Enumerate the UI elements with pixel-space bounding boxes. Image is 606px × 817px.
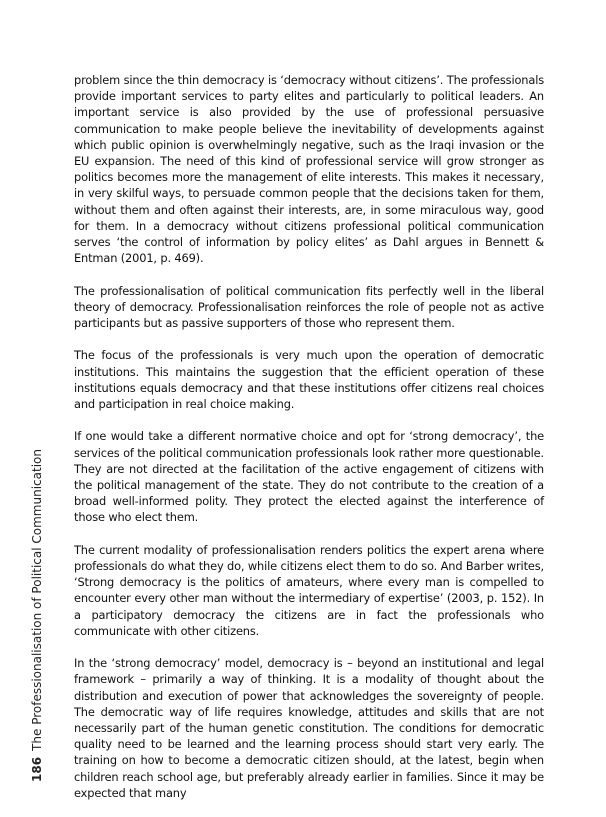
paragraph: The current modality of professionalisation renders politics the expert arena where professionals do what they do, while citizens elect them to do so. And Barber writes, ‘Strong democracy is the politics of amateurs, where every man is compelled to encounter every other man without the intermediary of expertise’ (2003, p. 152). In a participatory democracy the citizens are in fact the professionals who communicate with other citizens. — [74, 542, 544, 638]
paragraph: The professionalisation of political communication fits perfectly well in the liberal theory of democracy. Professionalisation reinforces the role of people not as active participants but as passive supporters of those who represent them. — [74, 283, 544, 331]
body-text — [74, 72, 544, 817]
book-title: The Professionalisation of Political Communication — [30, 449, 44, 751]
page-number: 186 — [30, 756, 44, 782]
paragraph: The focus of the professionals is very much upon the operation of democratic institutions. This maintains the suggestion that the efficient operation of these institutions equals democracy and that these institutions offer citizens real choices and participation in real choice making. — [74, 348, 544, 412]
paragraph: problem since the thin democracy is ‘democracy without citizens’. The professionals provide important services to party elites and particularly to political leaders. An important service is also provided by the use of professional persuasive communication to make people believe the inevitability of developments against which public opinion is overwhelmingly negative, such as the Iraqi invasion or the EU expansion. The need of this kind of professional service will grow stronger as politics becomes more the management of elite interests. This makes it necessary, in very skilful ways, to persuade common people that the decisions taken for them, without them and often against their interests, are, in some miraculous way, good for them. In a democracy without citizens professional political communication serves ‘the control of information by policy elites’ as Dahl argues in Bennett & Entman (2001, p. 469). — [74, 73, 544, 266]
paragraph: In the ‘strong democracy’ model, democracy is – beyond an institutional and legal framework – primarily a way of thinking. It is a modality of thought about the distribution and execution of power that acknowledges the sovereignty of people. The democratic way of life requires knowledge, attitudes and skills that are not necessarily part of the human genetic constitution. The conditions for democratic quality need to be learned and the learning process should start very early. The training on how to become a democratic citizen should, at the latest, begin when children reach school age, but preferably already earlier in families. Since it may be expected that many — [74, 656, 544, 800]
running-head — [30, 449, 44, 782]
paragraph: If one would take a different normative choice and opt for ‘strong democracy’, the services of the political communication professionals look rather more questionable. They are not directed at the facilitation of the active engagement of citizens with the political management of the state. They do not contribute to the creation of a broad well-informed polity. They protect the elected against the interference of those who elect them. — [74, 429, 544, 525]
